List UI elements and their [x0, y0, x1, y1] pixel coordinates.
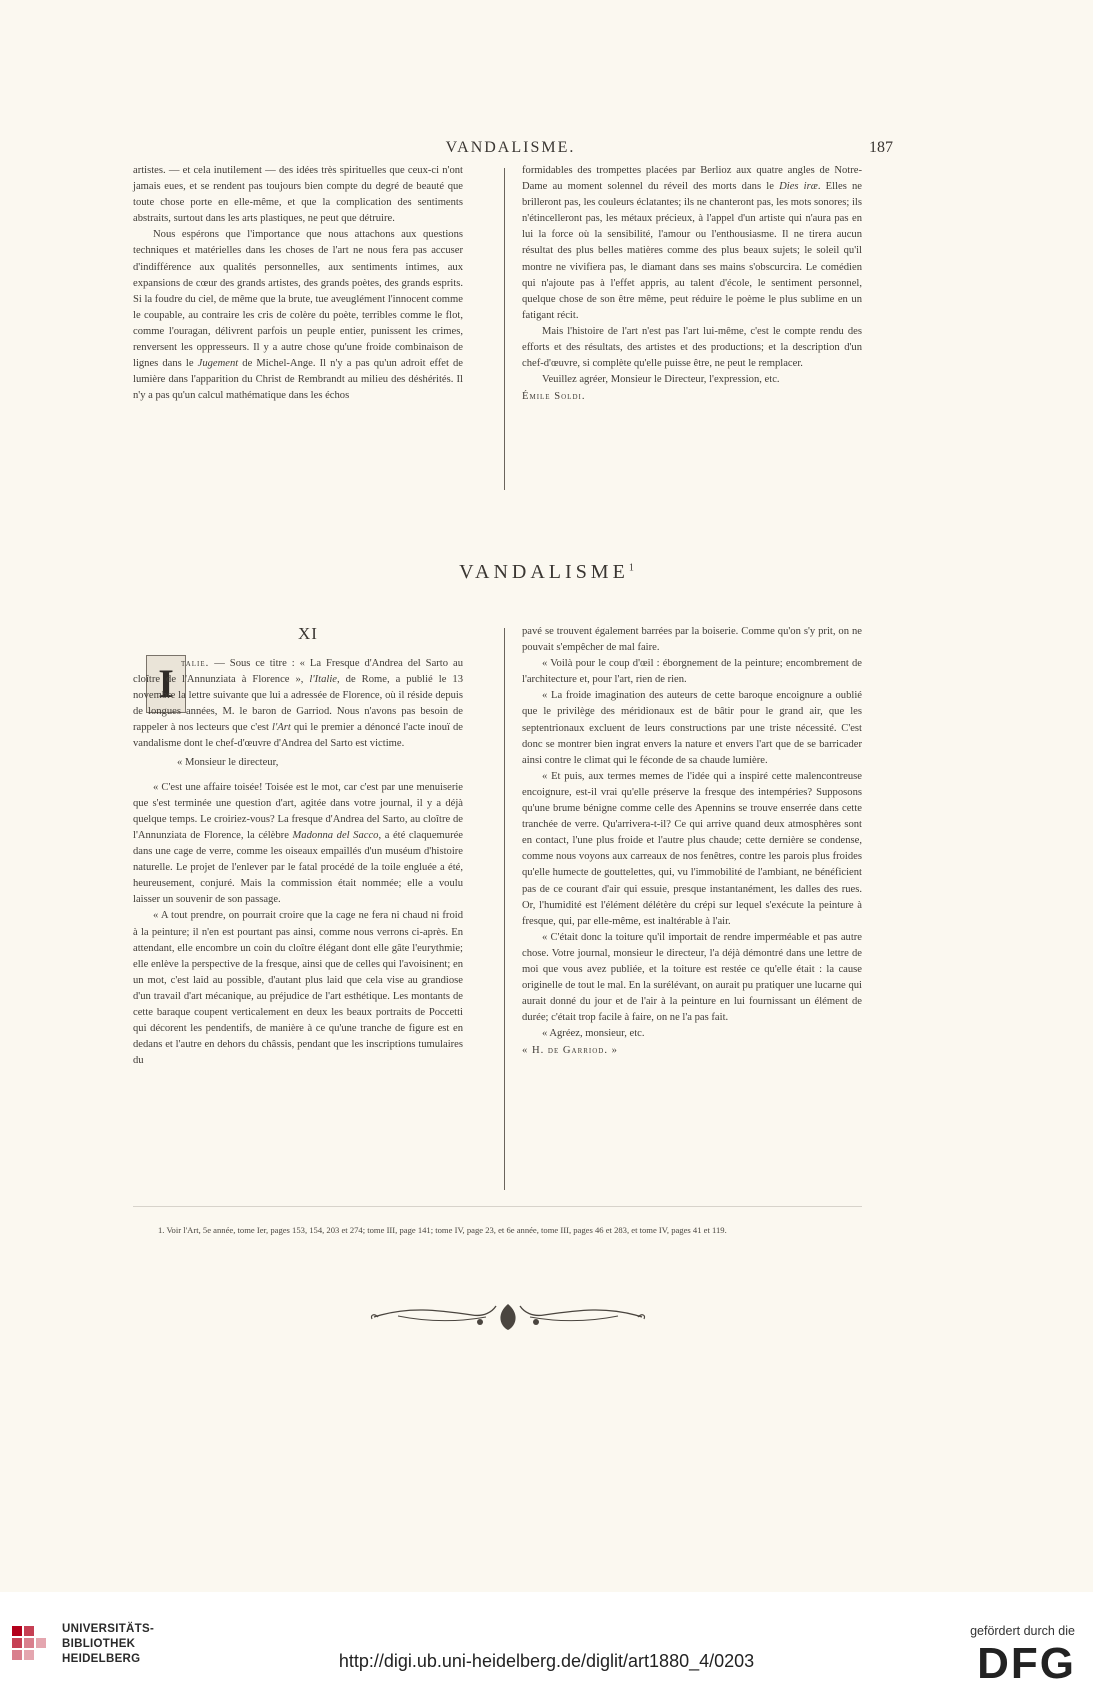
- footnote-rule: [133, 1206, 862, 1207]
- running-title: VANDALISME.: [445, 139, 576, 156]
- permalink-url[interactable]: http://digi.ub.uni-heidelberg.de/diglit/art1880_4/0203: [338, 1651, 755, 1671]
- paragraph: artistes. — et cela inutilement — des idées très spirituelles que ceux-ci n'ont jamais eues, et se rendent pas toujours bien compte du degré de beauté que toute chose porte en elle-même, et que la complication des sentiments abstraits, surtout dans les arts plastiques, ne peut que détruire.: [133, 165, 463, 225]
- paragraph: « Et puis, aux termes memes de l'idée qui a inspiré cette malencontreuse encoignure, est-il vrai qu'elle préserve la fresque des intempéries? Supposons qu'une brume bénigne comme celle des Apennins se trouve enserrée dans cette tranchée de verre. Qu'arrivera-t-il? Ce qui arrive quand deux atmosphères sont en contact, l'une plus froide et l'autre plus chaude; cette dernière se condense, comme nous voyons aux carreaux de nos fenêtres, contre les parois plus froides qu'elle humecte de gouttelettes, qui, vu l'immobilité de l'ambiant, ne bénéficient pas de ce courant d'air qui essuie, presque instantanément, les dalles des rues. Or, l'humidité est l'élément délétère du crépi sur lequel s'exécute la peinture à fresque, qui, par elle-même, est inaltérable à l'air.: [522, 770, 862, 927]
- top-left-column: [133, 163, 463, 404]
- drop-cap: I: [146, 655, 186, 713]
- salutation: « Monsieur le directeur,: [177, 756, 279, 768]
- funding-label: gefördert durch die: [970, 1624, 1075, 1638]
- paragraph: « C'est une affaire toisée! Toisée est le mot, car c'est par une menuiserie que s'est terminée une question d'art, agitée dans votre journal, il y a déjà quelque temps. Le croiriez-vous? La fresque d'Andrea del Sarto, au cloître de l'Annunziata de Florence, la célèbre Madonna del Sacco, a été claquemurée dans une cage de verre, comme les oiseaux empaillés d'un muséum d'histoire naturelle. Le projet de l'enlever par le fatal procédé de la toile engluée a été, heureusement, conjuré. Mais la commission était nommée; elle a voulu laisser un souvenir de son passage.: [133, 781, 464, 906]
- page-number: 187: [869, 139, 893, 156]
- paragraph: « A tout prendre, on pourrait croire que la cage ne fera ni chaud ni froid à la peinture; il n'en est pourtant pas ainsi, comme nous verrons ci-après. En attendant, elle encombre un coin du cloître élégant dont elle gâte l'eurythmie; elle enlève la perspective de la fresque, ainsi que de celles qui l'avoisinent; en un mot, c'est laid au possible, d'autant plus laid que cela vise au grandiose d'un travail d'art mécanique, au préjudice de l'art esthétique. Les montants de cette baraque coupent verticalement en deux les beaux portraits de Poccetti qui décorent les pendentifs, de manière à ce qu'une tranche de figure est en dedans et l'autre en dehors du châssis, pendant que les inscriptions tumulaires du: [133, 910, 463, 1067]
- column-divider: [504, 168, 505, 490]
- footnote: 1. Voir l'Art, 5e année, tome Ier, pages 153, 154, 203 et 274; tome III, page 141; tome IV, page 23, et 6e année, tome III, pages 46 et 283, et tome IV, pages 41 et 119.: [158, 1225, 727, 1235]
- paragraph: pavé se trouvent également barrées par la boiserie. Comme qu'on s'y prit, on ne pouvait s'empêcher de mal faire.: [522, 626, 862, 654]
- page-header: [128, 137, 893, 157]
- footer-bar: [0, 1592, 1093, 1696]
- bottom-left-column: [133, 656, 463, 1069]
- dfg-logo: DFG: [977, 1639, 1076, 1688]
- top-right-column: [522, 163, 862, 405]
- section-numeral: XI: [298, 624, 318, 643]
- paragraph: « Voilà pour le coup d'œil : éborgnement de la peinture; encombrement de l'architecture et, pour l'art, rien de rien.: [522, 658, 862, 686]
- paragraph: « Agréez, monsieur, etc.: [542, 1028, 645, 1040]
- paragraph: « C'était donc la toiture qu'il importait de rendre imperméable et pas autre chose. Votre journal, monsieur le directeur, l'a déjà démontré dans une lettre de moi que vous avez publiée, et la toiture est restée ce qu'elle était : la cause originelle de tout le mal. En la surélévant, on aurait pu pratiquer une lucarne qui aurait donné du jour et de l'air à la peinture en lui fournissant un élément de durée; c'était trop facile à faire, on ne l'a pas fait.: [522, 931, 862, 1024]
- paragraph: « La froide imagination des auteurs de cette baroque encoignure a oublié que le privilège des méridionaux est de bâtir pour le grand air, que les septentrionaux excluent de leurs constructions par une triste nécessité. C'est donc se montrer bien ingrat envers la nature et envers l'art que de se barricader ainsi contre le climat qui le féconde de sa chaude lumière.: [522, 690, 862, 766]
- footnote-marker: 1: [628, 562, 634, 574]
- column-divider: [504, 628, 505, 1190]
- paragraph: formidables des trompettes placées par Berlioz aux quatre angles de Notre-Dame au moment solennel du réveil des morts dans le Dies iræ. Elles ne brilleront pas, les couleurs éclatantes; ils ne chanteront pas, les mots sonores; ils n'étincelleront pas, les métaux précieux, à l'appel d'un artiste qui n'aura pas en lui la force où la sensibilité, l'amour ou l'enthousiasme. Il ne tirera aucun résultat des plus belles matières comme des plus beaux sujets; le soleil qu'il montre ne vivifiera pas, le diamant dans ses mains s'obscurcira. Le comédien qui n'ajoute pas à l'effet appris, au talent d'école, le sentiment personnel, quelque chose de son être même, peut réduire le poème le plus sublime en un fatigant récit.: [522, 165, 863, 321]
- paragraph: Veuillez agréer, Monsieur le Directeur, l'expression, etc.: [542, 374, 780, 386]
- article-title: VANDALISME$^1$: [459, 561, 634, 583]
- signature: Émile Soldi.: [522, 391, 586, 403]
- paragraph: talie. — Sous ce titre : « La Fresque d'Andrea del Sarto au cloître de l'Annunziata à Florence », l'Italie, de Rome, a publié le 13 novembre la lettre suivante que lui a adressée de Florence, où il réside depuis de longues années, M. le baron de Garriod. Nous n'avons pas besoin de rappeler à nos lecteurs que c'est l'Art qui le premier a dénoncé l'acte inouï de vandalisme dont le chef-d'œuvre d'Andrea del Sarto est victime.: [133, 658, 464, 750]
- paragraph: Nous espérons que l'importance que nous attachons aux questions techniques et matérielles dans les choses de l'art ne nous fera pas accuser d'indifférence aux qualités personnelles, aux sentiments intimes, aux expansions de cœur des grands artistes, des grands poètes, des grands esprits. Si la foudre du ciel, de même que la brute, tue aveuglément l'innocent comme le coupable, au contraire les cris de colère du poète, terribles comme le flot, comme l'ouragan, délivrent parfois un peuple entier, punissent les crimes, renversent les oppresseurs. Il y a autre chose qu'une froide combinaison de lignes dans le Jugement de Michel-Ange. Il n'y a pas qu'un adroit effet de lumière dans l'apparition du Christ de Rembrandt au milieu des déshérités. Il n'y a pas qu'un calcul mathématique dans les échos: [133, 229, 463, 402]
- paragraph: Mais l'histoire de l'art n'est pas l'art lui-même, c'est le compte rendu des efforts et des résultats, des artistes et des productions; et la description d'un chef-d'œuvre, si complète qu'elle puisse être, ne peut le remplacer.: [522, 325, 862, 370]
- ornament-vignette: [368, 1296, 648, 1336]
- signature: « H. de Garriod. »: [522, 1045, 618, 1057]
- bottom-right-column: [522, 624, 862, 1060]
- library-name: UNIVERSITÄTS- BIBLIOTHEK HEIDELBERG: [62, 1623, 155, 1665]
